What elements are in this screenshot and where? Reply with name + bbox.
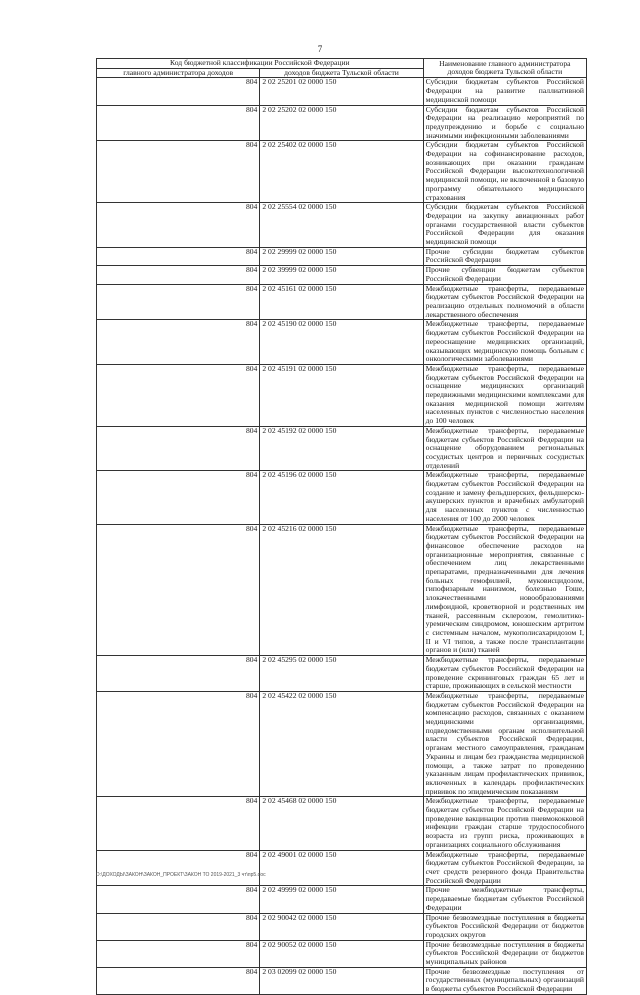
income-name-cell: Межбюджетные трансферты, передаваемые бюджетам субъектов Российской Федерации на оснащение медицинских организаций передвижными медицинскими комплексами для оказания медицинской помощи жителям населенных пунктов с численностью населения до 100 человек [423,364,586,426]
table-row [97,247,587,265]
table-row [97,656,587,692]
income-name-cell: Межбюджетные трансферты, передаваемые бюджетам субъектов Российской Федерации, за счет средств резервного фонда Правительства Российской Федерации [423,850,586,886]
income-code-cell: 2 02 49999 02 0000 150 [260,886,423,913]
admin-code-cell: 804 [97,886,260,913]
income-code-cell: 2 02 25202 02 0000 150 [260,105,423,141]
table-row [97,524,587,656]
income-name-cell: Субсидии бюджетам субъектов Российской Федерации на закупку авиационных работ органами государственной власти субъектов Российской Федерации для оказания медицинской помощи [423,203,586,248]
table-row [97,105,587,141]
admin-code-cell: 804 [97,967,260,994]
income-code-cell: 2 02 45422 02 0000 150 [260,691,423,796]
admin-code-cell: 804 [97,364,260,426]
income-name-cell: Межбюджетные трансферты, передаваемые бюджетам субъектов Российской Федерации на создание и замену фельдшерских, фельдшерско-акушерских пунктов и врачебных амбулаторий для населенных пунктов с численностью населения от 100 до 2000 человек [423,471,586,524]
table-header-row [97,59,587,69]
income-name-cell: Межбюджетные трансферты, передаваемые бюджетам субъектов Российской Федерации на финансовое обеспечение расходов на организационные мероприятия, связанные с обеспечением лиц лекарственными препаратами, предназначенными для лечения больных гемофилией, муковисцидозом, гипофизарным нанизмом, болезнью Гоше, злокачественными новообразованиями лимфоидной, кроветворной и родственных им тканей, рассеянным склерозом, гемолитико-уремическим синдромом, юношеским артритом с системным началом, мукополисахаридозом I, II и VI типов, а также после трансплантации органов и (или) тканей [423,524,586,656]
income-name-cell: Межбюджетные трансферты, передаваемые бюджетам субъектов Российской Федерации на оснащение оборудованием региональных сосудистых центров и первичных сосудистых отделений [423,426,586,471]
income-name-cell: Прочие межбюджетные трансферты, передаваемые бюджетам субъектов Российской Федерации [423,886,586,913]
table-row [97,850,587,886]
table-row [97,78,587,105]
income-name-cell: Прочие субсидии бюджетам субъектов Российской Федерации [423,247,586,265]
table-row [97,967,587,994]
table-row [97,886,587,913]
page-number: 7 [317,44,323,54]
admin-code-cell: 804 [97,266,260,284]
income-name-cell: Субсидии бюджетам субъектов Российской Федерации на развитие паллиативной медицинской помощи [423,78,586,105]
table-row [97,266,587,284]
income-code-cell: 2 02 90042 02 0000 150 [260,913,423,940]
income-name-cell: Субсидии бюджетам субъектов Российской Федерации на софинансирование расходов, возникающих при оказании гражданам Российской Федерации высокотехнологичной медицинской помощи, не включенной в базовую программу обязательного медицинского страхования [423,141,586,203]
table-row [97,471,587,524]
admin-code-cell: 804 [97,141,260,203]
table-row [97,426,587,471]
admin-code-cell: 804 [97,940,260,967]
admin-code-cell: 804 [97,691,260,796]
table-row [97,797,587,850]
income-name-cell: Прочие безвозмездные поступления в бюджеты субъектов Российской Федерации от бюджетов муниципальных районов [423,940,586,967]
admin-code-cell: 804 [97,797,260,850]
income-code-cell: 2 02 29999 02 0000 150 [260,247,423,265]
admin-code-cell: 804 [97,78,260,105]
table-row [97,141,587,203]
income-code-cell: 2 02 49001 02 0000 150 [260,850,423,886]
header-main-administrator: главного администратора доходов [97,68,260,78]
income-code-cell: 2 02 45196 02 0000 150 [260,471,423,524]
income-code-cell: 2 02 45191 02 0000 150 [260,364,423,426]
footer-file-path: D:\ДОХОДЫ\ЗАКОН\ЗАКОН_ПРОЕКТ\ЗАКОН ТО 2019-2021_3 чт\пр5.doc [96,872,266,878]
header-budget-income: доходов бюджета Тульской области [260,68,423,78]
table-row [97,691,587,796]
income-code-cell: 2 02 90052 02 0000 150 [260,940,423,967]
income-code-cell: 2 02 25402 02 0000 150 [260,141,423,203]
income-name-cell: Межбюджетные трансферты, передаваемые бюджетам субъектов Российской Федерации на реализацию отдельных полномочий в области лекарственного обеспечения [423,284,586,320]
income-name-cell: Прочие безвозмездные поступления в бюджеты субъектов Российской Федерации от бюджетов городских округов [423,913,586,940]
income-code-cell: 2 02 45190 02 0000 150 [260,320,423,365]
admin-code-cell: 804 [97,471,260,524]
admin-code-cell: 804 [97,524,260,656]
table-row [97,284,587,320]
admin-code-cell: 804 [97,656,260,692]
income-name-cell: Прочие безвозмездные поступления от государственных (муниципальных) организаций в бюджеты субъектов Российской Федерации [423,967,586,994]
income-administrators-table [96,58,587,995]
income-code-cell: 2 03 02099 02 0000 150 [260,967,423,994]
income-name-cell: Межбюджетные трансферты, передаваемые бюджетам субъектов Российской Федерации на проведение вакцинации против пневмококковой инфекции граждан старше трудоспособного возраста из групп риска, проживающих в организациях социального обслуживания [423,797,586,850]
income-name-cell: Субсидии бюджетам субъектов Российской Федерации на реализацию мероприятий по предупреждению и борьбе с социально значимыми инфекционными заболеваниями [423,105,586,141]
table-row [97,364,587,426]
admin-code-cell: 804 [97,913,260,940]
header-administrator-name: Наименование главного администратора доходов бюджета Тульской области [423,59,586,78]
table-row [97,203,587,248]
income-code-cell: 2 02 45468 02 0000 150 [260,797,423,850]
income-code-cell: 2 02 25201 02 0000 150 [260,78,423,105]
income-code-cell: 2 02 25554 02 0000 150 [260,203,423,248]
income-name-cell: Прочие субвенции бюджетам субъектов Российской Федерации [423,266,586,284]
table-row [97,320,587,365]
income-code-cell: 2 02 45295 02 0000 150 [260,656,423,692]
income-name-cell: Межбюджетные трансферты, передаваемые бюджетам субъектов Российской Федерации на компенсацию расходов, связанных с оказанием медицинскими организациями, подведомственными органам исполнительной власти субъектов Российской Федерации, органам местного самоуправления, гражданам Украины и лицам без гражданства медицинской помощи, а также затрат по проведению указанным лицам профилактических прививок, включенных в календарь профилактических прививок по эпидемическим показаниям [423,691,586,796]
admin-code-cell: 804 [97,284,260,320]
income-code-cell: 2 02 45192 02 0000 150 [260,426,423,471]
admin-code-cell: 804 [97,426,260,471]
admin-code-cell: 804 [97,247,260,265]
header-budget-classification-code: Код бюджетной классификации Российской Федерации [97,59,424,69]
table-body [97,78,587,994]
table-row [97,913,587,940]
income-code-cell: 2 02 39999 02 0000 150 [260,266,423,284]
admin-code-cell: 804 [97,203,260,248]
income-name-cell: Межбюджетные трансферты, передаваемые бюджетам субъектов Российской Федерации на проведение скрининговых граждан 65 лет и старше, проживающих в сельской местности [423,656,586,692]
admin-code-cell: 804 [97,105,260,141]
income-code-cell: 2 02 45216 02 0000 150 [260,524,423,656]
income-name-cell: Межбюджетные трансферты, передаваемые бюджетам субъектов Российской Федерации на переоснащение медицинских организаций, оказывающих медицинскую помощь больным с онкологическими заболеваниями [423,320,586,365]
table-row [97,940,587,967]
admin-code-cell: 804 [97,320,260,365]
income-code-cell: 2 02 45161 02 0000 150 [260,284,423,320]
admin-code-cell: 804 [97,850,260,886]
